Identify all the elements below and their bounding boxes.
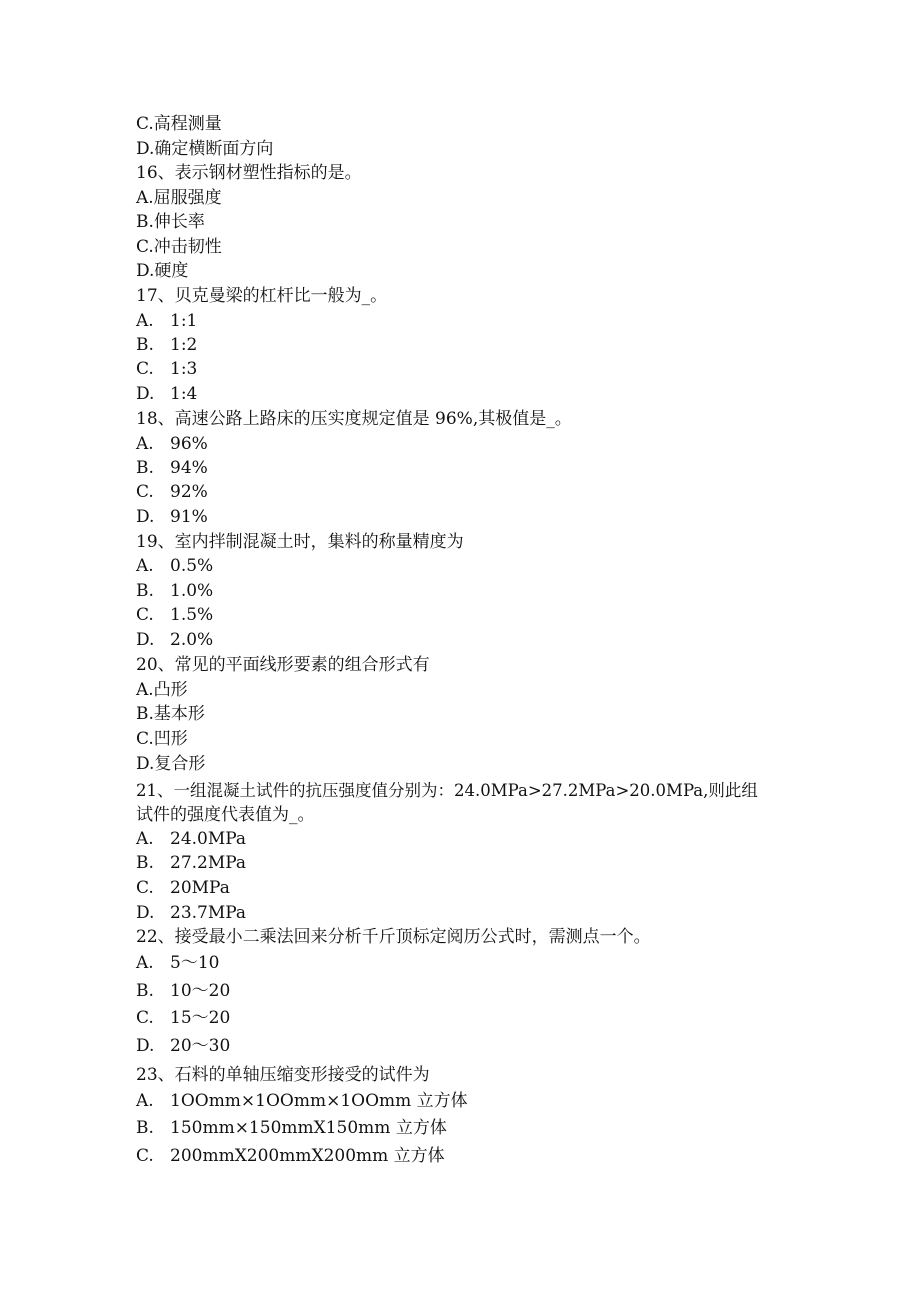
- option-text: 0.5%: [170, 556, 214, 576]
- q22-option-a: [136, 952, 219, 974]
- q17-option-c: [136, 358, 197, 380]
- option-text: 1OOmm×1OOmm×1OOmm 立方体: [170, 1091, 468, 1111]
- option-text: 94%: [170, 458, 208, 478]
- option-letter: B.: [136, 853, 154, 873]
- q19-option-b: [136, 580, 213, 602]
- option-text: 27.2MPa: [170, 853, 247, 873]
- q17-option-a: [136, 310, 197, 332]
- q21-option-d: [136, 902, 246, 924]
- option-text: 15～20: [170, 1008, 231, 1028]
- option-letter: D.: [136, 507, 155, 527]
- option-letter: B.: [136, 581, 154, 601]
- option-letter: B.: [136, 981, 154, 1001]
- option-text: 150mm×150mmX150mm 立方体: [170, 1118, 447, 1138]
- option-text: 92%: [170, 482, 208, 502]
- option-letter: B.: [136, 335, 154, 355]
- option-text: 1:4: [170, 384, 198, 404]
- option-letter: C.: [136, 1008, 154, 1028]
- option-letter: C.: [136, 878, 154, 898]
- q18-option-d: [136, 506, 208, 528]
- q17-option-d: [136, 383, 197, 405]
- q18-stem: 18、高速公路上路床的压实度规定值是 96%,其极值是_。: [136, 409, 572, 429]
- option-letter: B.: [136, 458, 154, 478]
- q19-option-c: [136, 604, 213, 626]
- q22-option-b: [136, 980, 230, 1002]
- q21-option-b: [136, 852, 246, 874]
- option-text: 20～30: [170, 1036, 231, 1056]
- q23-option-c: [136, 1145, 445, 1167]
- q16-option-a: A.屈服强度: [136, 188, 222, 208]
- option-text: 91%: [170, 507, 208, 527]
- q22-option-d: [136, 1035, 230, 1057]
- option-text: 2.0%: [170, 630, 214, 650]
- option-letter: C.: [136, 1146, 154, 1166]
- q17-option-b: [136, 334, 197, 356]
- q21-option-c: [136, 877, 230, 899]
- q20-option-b: B.基本形: [136, 704, 205, 724]
- option-letter: D.: [136, 630, 155, 650]
- option-letter: B.: [136, 1118, 154, 1138]
- q20-option-d: D.复合形: [136, 754, 206, 774]
- q16-option-c: C.冲击韧性: [136, 237, 222, 257]
- q23-option-b: [136, 1117, 447, 1139]
- option-text: 24.0MPa: [170, 829, 247, 849]
- q15-option-c: C.高程测量: [136, 114, 222, 134]
- option-letter: A.: [136, 434, 154, 454]
- q21-option-a: [136, 828, 246, 850]
- q16-stem: 16、表示钢材塑性指标的是。: [136, 163, 362, 183]
- option-text: 20MPa: [170, 878, 230, 898]
- option-letter: A.: [136, 311, 154, 331]
- q20-stem: 20、常见的平面线形要素的组合形式有: [136, 655, 430, 675]
- option-text: 96%: [170, 434, 208, 454]
- option-letter: C.: [136, 359, 154, 379]
- q21-stem-line2: 试件的强度代表值为_。: [136, 805, 315, 825]
- q21-stem-line1: 21、一组混凝土试件的抗压强度值分别为：24.0MPa>27.2MPa>20.0MPa,则此组: [136, 781, 758, 800]
- option-letter: A.: [136, 953, 154, 973]
- option-letter: A.: [136, 556, 154, 576]
- q20-option-c: C.凹形: [136, 729, 188, 749]
- option-text: 1:1: [170, 311, 198, 331]
- option-text: 200mmX200mmX200mm 立方体: [170, 1146, 445, 1166]
- option-letter: C.: [136, 605, 154, 625]
- q16-option-d: D.硬度: [136, 261, 189, 281]
- option-text: 1.5%: [170, 605, 214, 625]
- option-text: 10～20: [170, 981, 231, 1001]
- option-text: 5～10: [170, 953, 220, 973]
- q17-stem: 17、贝克曼梁的杠杆比一般为_。: [136, 286, 388, 306]
- option-letter: A.: [136, 829, 154, 849]
- option-letter: D.: [136, 384, 155, 404]
- option-text: 23.7MPa: [170, 903, 247, 923]
- q15-option-d: D.确定横断面方向: [136, 139, 274, 159]
- q19-stem: 19、室内拌制混凝土时，集料的称量精度为: [136, 532, 464, 552]
- option-text: 1:3: [170, 359, 198, 379]
- q18-option-a: [136, 433, 208, 455]
- q20-option-a: A.凸形: [136, 680, 188, 700]
- q23-option-a: [136, 1090, 468, 1112]
- q18-option-b: [136, 457, 208, 479]
- q19-option-a: [136, 555, 213, 577]
- q18-option-c: [136, 481, 208, 503]
- option-letter: C.: [136, 482, 154, 502]
- q22-option-c: [136, 1007, 230, 1029]
- q16-option-b: B.伸长率: [136, 212, 205, 232]
- option-letter: D.: [136, 903, 155, 923]
- q22-stem: 22、接受最小二乘法回来分析千斤顶标定阅历公式时，需测点一个。: [136, 927, 651, 947]
- option-text: 1.0%: [170, 581, 214, 601]
- option-letter: D.: [136, 1036, 155, 1056]
- option-text: 1:2: [170, 335, 198, 355]
- q23-stem: 23、石料的单轴压缩变形接受的试件为: [136, 1065, 430, 1085]
- option-letter: A.: [136, 1091, 154, 1111]
- q19-option-d: [136, 629, 213, 651]
